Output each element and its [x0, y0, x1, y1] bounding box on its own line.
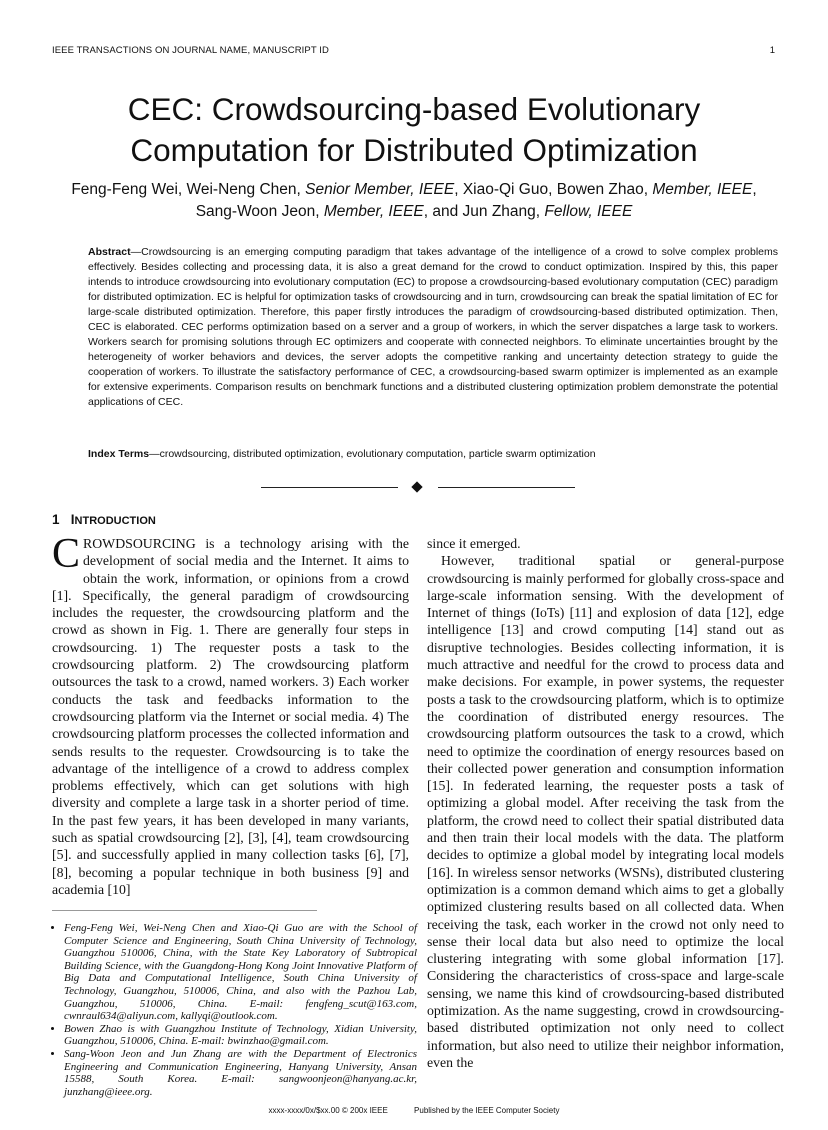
section-heading: [52, 512, 156, 527]
abstract-text: Crowdsourcing is an emerging computing paradigm that takes advantage of the intelligence of a crowd to solve complex problems effectively. Besides collecting and processing data, it is also a great demand for the crowd to conduct optimization. Inspired by this, this paper intends to introduce crowdsourcing into evolutionary computation (EC) to propose a crowdsourcing-based evolutionary computation (CEC) paradigm for distributed optimization. EC is helpful for optimization tasks of crowdsourcing and in turn, crowdsourcing can break the spatial limitation of EC for large-scale distributed optimization. Therefore, this paper firstly introduces the paradigm of crowdsourcing-based distributed optimization. Then, CEC is elaborated. CEC performs optimization based on a server and a group of workers, in which the server dispatches a large task to workers. Workers search for promising solutions through EC optimizers and cooperate with connected neighbors. To eliminate uncertainties brought by the heterogeneity of worker behaviors and devices, the server adopts the competitive ranking and uncertainty detection strategy to guide the cooperation of workers. To illustrate the satisfactory performance of CEC, a crowdsourcing-based swarm optimizer is implemented as an example for extensive experiments. Comparison results on benchmark functions and a distributed clustering optimization problem demonstrate the potential applications of CEC.: [88, 246, 778, 408]
abstract-label: Abstract: [88, 246, 131, 258]
page-footer: [0, 1106, 828, 1115]
author-name: Jun Zhang: [462, 202, 536, 220]
running-head: IEEE TRANSACTIONS ON JOURNAL NAME, MANUSCRIPT ID: [52, 45, 329, 56]
divider-diamond: [411, 481, 422, 492]
footnote-item: • Bowen Zhao is with Guangzhou Institute of Technology, Xidian University, Guangzhou, 510006, China. E-mail: bwinzhao@gmail.com.: [64, 1023, 417, 1048]
section-title-initial: I: [70, 512, 75, 527]
author-list: Feng-Feng Wei, Wei-Neng Chen, Senior Member, IEEE, Xiao-Qi Guo, Bowen Zhao, Member, IEEE, Sang-Woon Jeon, Member, IEEE, and Jun Zhang, Fellow, IEEE: [71, 181, 757, 220]
title-line-1: CEC: Crowdsourcing-based Evolutionary: [127, 91, 701, 127]
index-terms: Index Terms—crowdsourcing, distributed optimization, evolutionary computation, particle swarm optimization: [88, 448, 596, 460]
author-affiliation-footnotes: [52, 922, 417, 1098]
index-terms-text: crowdsourcing, distributed optimization, evolutionary computation, particle swarm optimization: [159, 448, 596, 460]
author-membership: Member, IEEE: [323, 202, 424, 220]
author-membership: Fellow, IEEE: [544, 202, 633, 220]
section-title-rest: NTRODUCTION: [74, 515, 156, 527]
author-name: Xiao-Qi Guo: [462, 181, 549, 198]
author-name: Bowen Zhao: [556, 181, 644, 198]
author-name: Sang-Woon Jeon: [195, 202, 316, 220]
author-name: Wei-Neng Chen: [186, 181, 297, 198]
divider-line-left: [261, 487, 398, 488]
index-terms-label: Index Terms: [88, 448, 150, 460]
body-paragraph: [52, 531, 409, 898]
paragraph-text: ROWDSOURCING is a technology arising with the development of social media and the Internet. It aims to obtain the work, information, or opinions from a crowd [1]. Specifically, the general paradigm of crowdsourcing includes the requester, the crowdsourcing platform and the crowd as shown in Fig. 1. There are generally four steps in crowdsourcing. 1) The requester posts a task to the crowdsourcing platform. 2) The crowdsourcing platform outsources the task to a crowd, named workers. 3) Each worker conducts the task and feedbacks information to the crowdsourcing platform via the Internet or social media. 4) The crowdsourcing platform processes the collected information and sends results to the requester. Crowdsourcing is to take the advantage of the intelligence of a crowd to address complex problems effectively, which can get solutions with high diversity and complete a large task in a shorter period of time. In the past few years, it has been developed in many variants, such as spatial crowdsourcing [2], [3], [4], team crowdsourcing [5]. and successfully applied in many collection tasks [6], [7], [8], becoming a popular technique in both business [9] and academia [10]: [52, 536, 409, 897]
author-membership: Senior Member, IEEE: [305, 181, 455, 198]
section-number: 1: [52, 512, 60, 527]
body-column-right: [427, 535, 784, 1071]
footnote-item: • Sang-Woon Jeon and Jun Zhang are with the Department of Electronics Engineering and Communication Engineering, Hanyang University, Ansan 15588, South Korea. E-mail: sangwoonjeon@hanyang.ac.kr, junzhang@ieee.org.: [64, 1048, 417, 1098]
footnote-rule: [52, 910, 317, 911]
page-number: 1: [769, 45, 775, 56]
body-column-left: [52, 531, 409, 898]
footer-copyright: xxxx-xxxx/0x/$xx.00 © 200x IEEE: [268, 1106, 388, 1115]
footer-publisher: Published by the IEEE Computer Society: [414, 1106, 560, 1115]
body-paragraph: However, traditional spatial or general-purpose crowdsourcing is mainly performed for globally cross-space and large-scale information sensing. With the development of Internet of things (IoTs) [11] and explosion of data [12], edge intelligence [13] and crowd computing [14] stand out as disruptive technologies. Besides collecting information, it is much attractive and needful for the crowd to process data and make decisions. For example, in power systems, the requester posts a task to the crowdsourcing platform, which is to optimize the coordination of distributed energy resources. The crowdsourcing platform outsources the task to a crowd, which need to optimize the coordination of energy resources based on their collected power generation and consumption information [15]. In federated learning, the requester posts a task of optimizing a global model. After receiving the task from the platform, the crowd need to collect their spatial distributed data and then train their local models with the data. The platform decides to optimize a global model by integrating local models [16]. In wireless sensor networks (WSNs), distributed clustering optimization is a common demand which aims to get a globally optimized clustering results based on all collected data. When receiving the task, each worker in the crowd not only need to sense their local data but also need to optimize the local clustering integrating with some global information [17]. Considering the characteristics of cross-space and large-scale sensing, we name this kind of crowdsourcing-based distributed optimization. As the name suggesting, crowd in crowdsourcing-based distributed optimization not only need to collect information, but also need to utilize their neighbor information, even the: [427, 553, 784, 1070]
abstract: Abstract—Crowdsourcing is an emerging computing paradigm that takes advantage of the intelligence of a crowd to solve complex problems effectively. Besides collecting and processing data, it is also a great demand for the crowd to conduct optimization. Inspired by this, this paper intends to introduce crowdsourcing into evolutionary computation (EC) to propose a crowdsourcing-based evolutionary computation (CEC) paradigm for distributed optimization. EC is helpful for optimization tasks of crowdsourcing and in turn, crowdsourcing can break the spatial limitation of EC for large-scale distributed optimization. Therefore, this paper firstly introduces the paradigm of crowdsourcing-based distributed optimization. Then, CEC is elaborated. CEC performs optimization based on a server and a group of workers, in which the server dispatches a large task to workers. Workers search for promising solutions through EC optimizers and cooperate with connected neighbors. To eliminate uncertainties brought by the heterogeneity of worker behaviors and devices, the server adopts the competitive ranking and uncertainty detection strategy to guide the cooperation of workers. To illustrate the satisfactory performance of CEC, a crowdsourcing-based swarm optimizer is implemented as an example for extensive experiments. Comparison results on benchmark functions and a distributed clustering optimization problem demonstrate the potential applications of CEC.: [88, 246, 778, 408]
paper-title: [0, 89, 828, 171]
author-name: Feng-Feng Wei: [71, 181, 178, 198]
section-divider: [261, 481, 575, 495]
footnote-item: • Feng-Feng Wei, Wei-Neng Chen and Xiao-Qi Guo are with the School of Computer Science and Engineering, South China University of Technology, Guangzhou 510006, China, with the State Key Laboratory of Subtropical Building Science, with the Guangdong-Hong Kong Joint Innovative Platform of Big Data and Computational Intelligence, South China University of Technology, Guangzhou, 510006, China, and also with the Pazhou Lab, Guangzhou, 510006, China. E-mail: fengfeng_scut@163.com, cwnraul634@aliyun.com, kallyqi@outlook.com.: [64, 922, 417, 1023]
title-line-2: Computation for Distributed Optimization: [130, 132, 698, 168]
body-paragraph: since it emerged.: [427, 536, 521, 551]
divider-line-right: [438, 487, 575, 488]
drop-cap: C: [52, 531, 81, 577]
author-membership: Member, IEEE: [652, 181, 753, 198]
